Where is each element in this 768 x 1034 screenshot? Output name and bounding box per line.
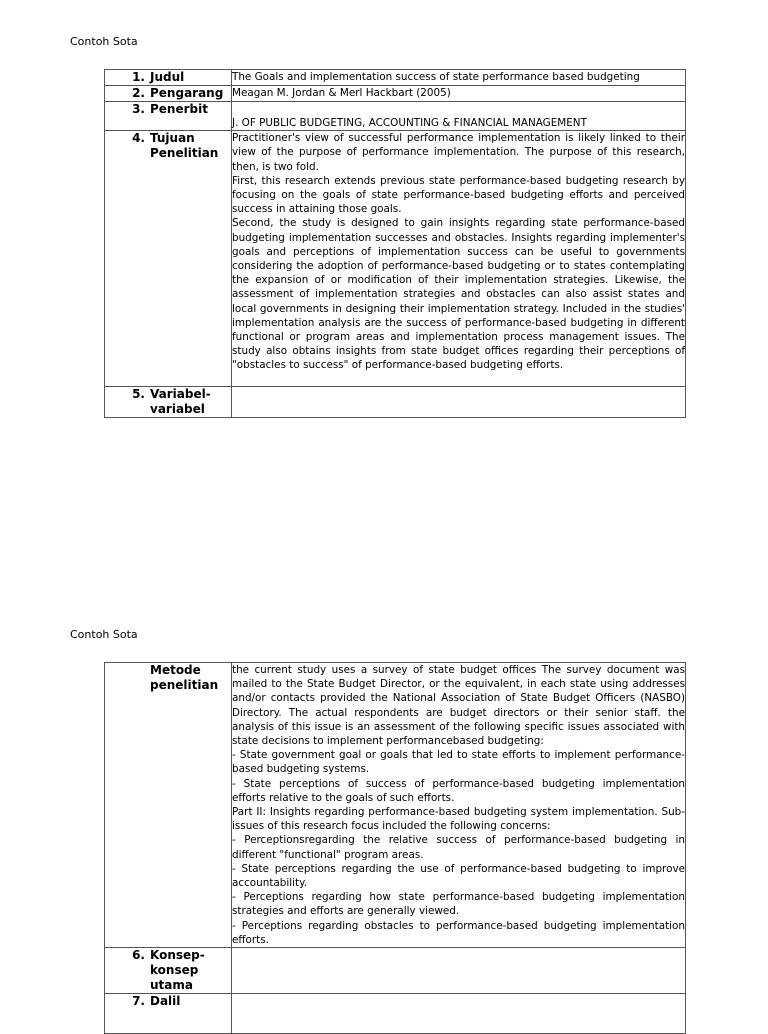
value-paragraph: First, this research extends previous state performance-based budgeting research by focusing on the goals of state performance-based budgeting efforts and perceived success in attaining those goals. (232, 174, 685, 216)
value-paragraph: - State perceptions of success of performance-based budgeting implementation efforts relative to the goals of such efforts. (232, 777, 685, 804)
row-label (105, 948, 232, 994)
row-label (105, 86, 232, 102)
value-paragraph: - State government goal or goals that led to state efforts to implement performance-based budgeting systems. (232, 749, 685, 776)
row-label-text: Dalil (150, 994, 181, 1009)
row-label-text: Konsep-konsep utama (150, 948, 205, 993)
value-paragraph: Second, the study is designed to gain insights regarding state performance-based budgeting implementation successes and obstacles. Insights regarding implementer's goals and perceptions of implementation success can be useful to governments considering the adoption of performance-based budgeting or to states contemplating the expansion of or modification of their implementation strategies. Likewise, the assessment of implementation strategies and obstacles can also assist states and local governments in designing their implementation strategy. Included in the studies' implementation analysis are the success of performance-based budgeting in different functional or program areas and implementation process management issues. The study also obtains insights from state budget offices regarding their perceptions of "obstacles to success" of performance-based budgeting efforts. (232, 217, 685, 372)
table-row (105, 102, 686, 131)
row-label (105, 102, 232, 131)
table-row (105, 70, 686, 86)
table-row (105, 387, 686, 418)
value-paragraph: - Perceptions regarding how state performance-based budgeting implementation strategies and efforts are generally viewed. (232, 891, 685, 918)
row-label (105, 70, 232, 86)
table-row (105, 131, 686, 387)
table-row (105, 948, 686, 994)
value-paragraph: the current study uses a survey of state budget offices The survey document was mailed to the State Budget Director, or the equivalent, in each state using addresses and/or contacts provided the National Association of State Budget Officers (NASBO) Directory. The actual respondents are budget directors or their senior staff. the analysis of this issue is an assessment of the following specific issues associated with state decisions to implement performancebased budgeting: (232, 664, 685, 748)
table-row (105, 663, 686, 948)
row-value (232, 387, 686, 418)
value-paragraph: - Perceptions regarding obstacles to performance-based budgeting implementation efforts. (232, 919, 685, 946)
row-label-text: Penerbit (150, 102, 208, 116)
row-label-text: Variabel-variabel (150, 387, 211, 417)
row-label-text: Metode penelitian (150, 663, 219, 692)
row-label-text: Tujuan Penelitian (150, 131, 219, 161)
row-number: 5. (132, 387, 145, 402)
row-number: 4. (132, 131, 145, 146)
row-label (105, 994, 232, 1034)
row-value (232, 102, 686, 131)
sota-table (104, 69, 686, 418)
row-number: 2. (132, 86, 145, 100)
value-paragraph: Practitioner's view of successful performance implementation is likely linked to their view of the purpose of performance implementation. The purpose of this research, then, is two fold. (232, 132, 685, 173)
row-value (232, 663, 686, 948)
value-text: Meagan M. Jordan & Merl Hackbart (2005) (232, 87, 451, 99)
value-text: The Goals and implementation success of state performance based budgeting (232, 71, 640, 83)
page-header: Contoh Sota (70, 628, 138, 641)
row-value (232, 131, 686, 387)
row-label (105, 663, 232, 948)
sota-table (104, 662, 686, 1034)
row-value (232, 70, 686, 86)
row-number (105, 663, 150, 693)
value-paragraph: Part II: Insights regarding performance-based budgeting system implementation. Sub-issues of this research focus included the following concerns: (232, 806, 685, 833)
row-value (232, 994, 686, 1034)
row-label-text: Judul (150, 70, 185, 84)
row-label (105, 131, 232, 387)
row-value (232, 948, 686, 994)
table-row (105, 994, 686, 1034)
row-label (105, 387, 232, 418)
row-number: 1. (132, 70, 145, 84)
table-row (105, 86, 686, 102)
value-paragraph: - Perceptionsregarding the relative success of performance-based budgeting in different "functional" program areas. (232, 834, 685, 861)
page-header: Contoh Sota (70, 35, 138, 48)
row-number: 3. (132, 102, 145, 116)
value-text: J. OF PUBLIC BUDGETING, ACCOUNTING & FINANCIAL MANAGEMENT (232, 117, 587, 129)
value-paragraph: - State perceptions regarding the use of performance-based budgeting to improve accountability. (232, 862, 685, 890)
row-number: 6. (132, 948, 145, 963)
row-value (232, 86, 686, 102)
row-label-text: Pengarang (150, 86, 224, 100)
row-number: 7. (132, 994, 145, 1009)
